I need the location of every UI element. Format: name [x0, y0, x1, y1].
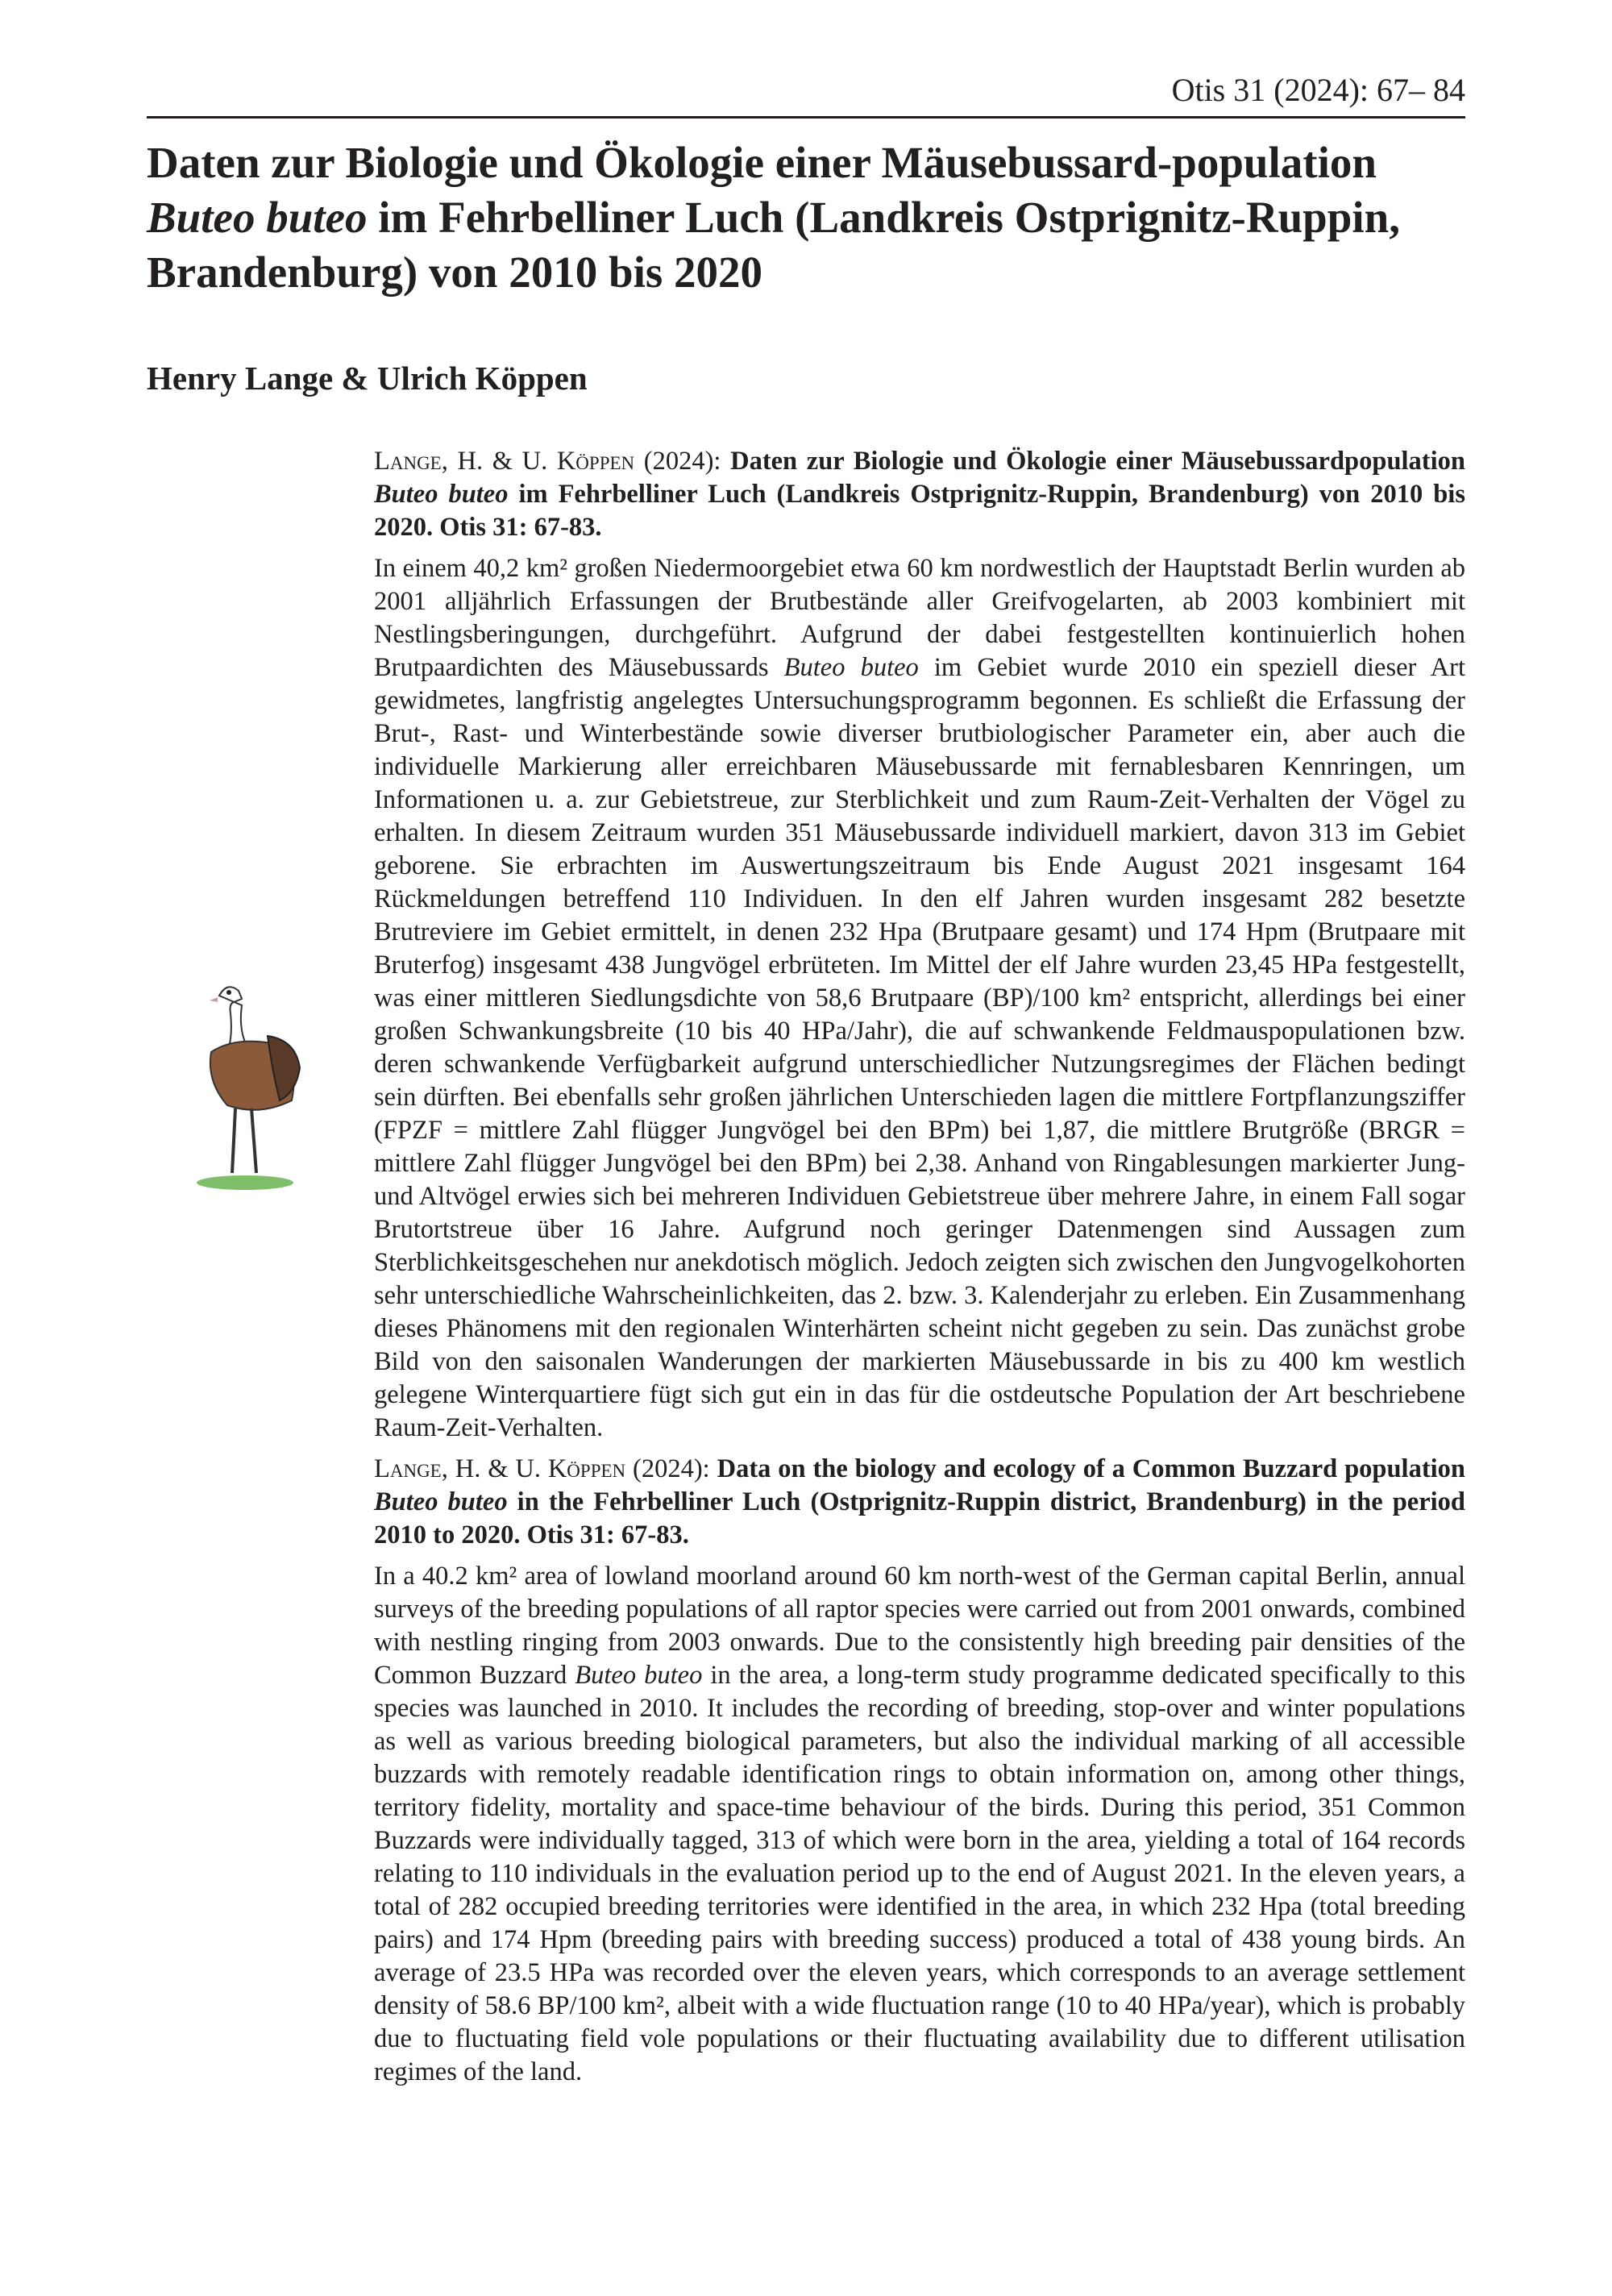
- great-bustard-icon: [187, 980, 304, 1193]
- species-name: Buteo buteo: [374, 480, 509, 509]
- text-segment: in the Fehrbelliner Luch (Ostprignitz-Ruppin district, Brandenburg) in the period 2010 to 2020. Otis 31: 67-83.: [374, 1487, 1465, 1549]
- abstract-de: [374, 552, 1465, 1445]
- text-segment: In einem 40,2 km² großen Niedermoorgebiet etwa 60 km nordwestlich der Hauptstadt Berlin wurden ab 2001 alljährlich Erfassungen der Brutbestände aller Greifvogelarten, ab 2003 kombiniert mit Nestlingsberingungen, durchgeführt. Aufgrund der dabei festgestellten kontinuierlich hohen Brutpaardichten des Mäusebussards: [374, 554, 1465, 682]
- species-name: Buteo buteo: [783, 653, 919, 682]
- text-segment: In a 40.2 km² area of lowland moorland around 60 km north-west of the German capital Berlin, annual surveys of the breeding populations of all raptor species were carried out from 2001 onwards, combined with nestling ringing from 2003 onwards. Due to the consistently high breeding pair densities of the Common Buzzard: [374, 1562, 1465, 1690]
- species-name: Buteo buteo: [575, 1661, 703, 1690]
- species-name: Buteo buteo: [374, 1487, 508, 1516]
- text-segment: im Gebiet wurde 2010 ein speziell dieser Art gewidmetes, langfristig angelegtes Untersuchungsprogramm begonnen. Es schließt die Erfassung der Brut-, Rast- und Winterbestände sowie diverser brutbiologischer Parameter ein, aber auch die individuelle Markierung aller erreichbaren Mäusebussarde mit fernablesbaren Kennringen, um Informationen u. a. zur Gebietstreue, zur Sterblichkeit und zum Raum-Zeit-Verhalten der Vögel zu erhalten. In diesem Zeitraum wurden 351 Mäusebussarde individuell markiert, davon 313 im Gebiet geborene. Sie erbrachten im Auswertungszeitraum bis Ende August 2021 insgesamt 164 Rückmeldungen betreffend 110 Individuen. In den elf Jahren wurden insgesamt 282 besetzte Brutreviere im Gebiet ermittelt, in denen 232 Hpa (Brutpaare gesamt) und 174 Hpm (Brutpaare mit Bruterfog) insgesamt 438 Jungvögel erbrüteten. Im Mittel der elf Jahre wurden 23,45 HPa festgestellt, was einer mittleren Siedlungsdichte von 58,6 Brutpaare (BP)/100 km² entspricht, allerdings bei einer großen Schwankungsbreite (10 bis 40 HPa/Jahr), die auf schwankende Feldmauspopulationen bzw. deren schwankende Verfügbarkeit aufgrund unterschiedlicher Nutzungsregimes der Flächen bedingt sein dürften. Bei ebenfalls sehr großen jährlichen Unterschieden lagen die mittlere Fortpflanzungsziffer (FPZF = mittlere Zahl flügger Jungvögel bei den BPm) bei 1,87, die mittlere Brutgröße (BRGR = mittlere Zahl flügger Jungvögel bei den BPm) bei 2,38. Anhand von Ringablesungen markierter Jung- und Altvögel erwies sich bei mehreren Individuen Gebietstreue über mehrere Jahre, in einem Fall sogar Brutortstreue über 16 Jahre. Aufgrund noch geringer Datenmengen sind Aussagen zum Sterblichkeitsgeschehen nur anekdotisch möglich. Jedoch zeigten sich zwischen den Jungvogelkohorten sehr unterschiedliche Wahrscheinlichkeiten, das 2. bzw. 3. Kalenderjahr zu erleben. Ein Zusammenhang dieses Phänomens mit den regionalen Winterhärten scheint nicht gegeben zu sein. Das zunächst grobe Bild von den saisonalen Wanderungen der markierten Mäusebussarde in bis zu 400 km westlich gelegene Winterquartiere fügt sich gut ein in das für die ostdeutsche Population der Art beschriebene Raum-Zeit-Verhalten.: [374, 653, 1465, 1442]
- article-title: [147, 135, 1469, 300]
- abstract: [374, 445, 1465, 2097]
- title-part: im Fehrbelliner Luch (Landkreis Ostprignitz-Ruppin, Brandenburg) von 2010 bis 2020: [147, 193, 1400, 297]
- citation-authors: Lange, H. & U. Köppen (2024):: [374, 1454, 717, 1483]
- text-segment: in the area, a long-term study programme dedicated specifically to this species was launched in 2010. It includes the recording of breeding, stop-over and winter populations as well as various breeding biological parameters, but also the individual marking of all accessible buzzards with remotely readable identification rings to obtain information on, among other things, territory fidelity, mortality and space-time behaviour of the birds. During this period, 351 Common Buzzards were individually tagged, 313 of which were born in the area, yielding a total of 164 records relating to 110 individuals in the evaluation period up to the end of August 2021. In the eleven years, a total of 282 occupied breeding territories were identified in the area, in which 232 Hpa (total breeding pairs) and 174 Hpm (breeding pairs with breeding success) produced a total of 438 young birds. An average of 23.5 HPa was recorded over the eleven years, which corresponds to an average settlement density of 58.6 BP/100 km², albeit with a wide fluctuation range (10 to 40 HPa/year), which is probably due to fluctuating field vole populations or their fluctuating availability due to different utilisation regimes of the land.: [374, 1661, 1466, 2086]
- running-head: Otis 31 (2024): 67– 84: [1171, 72, 1465, 108]
- title-species: Buteo buteo: [147, 193, 368, 242]
- text-segment: Data on the biology and ecology of a Common Buzzard population: [717, 1454, 1466, 1483]
- citation-authors: Lange, H. & U. Köppen (2024):: [374, 447, 731, 476]
- citation-de: [374, 445, 1465, 544]
- header-rule: [147, 116, 1465, 119]
- text-segment: Daten zur Biologie und Ökologie einer Mäusebussardpopulation: [730, 447, 1465, 476]
- text-segment: im Fehrbelliner Luch (Landkreis Ostprignitz-Ruppin, Brandenburg) von 2010 bis 2020. Otis 31: 67-83.: [374, 480, 1465, 542]
- citation-en: [374, 1453, 1465, 1552]
- abstract-en: [374, 1560, 1465, 2089]
- authors: Henry Lange & Ulrich Köppen: [147, 360, 588, 397]
- title-part: Daten zur Biologie und Ökologie einer Mäusebussard-population: [147, 138, 1377, 187]
